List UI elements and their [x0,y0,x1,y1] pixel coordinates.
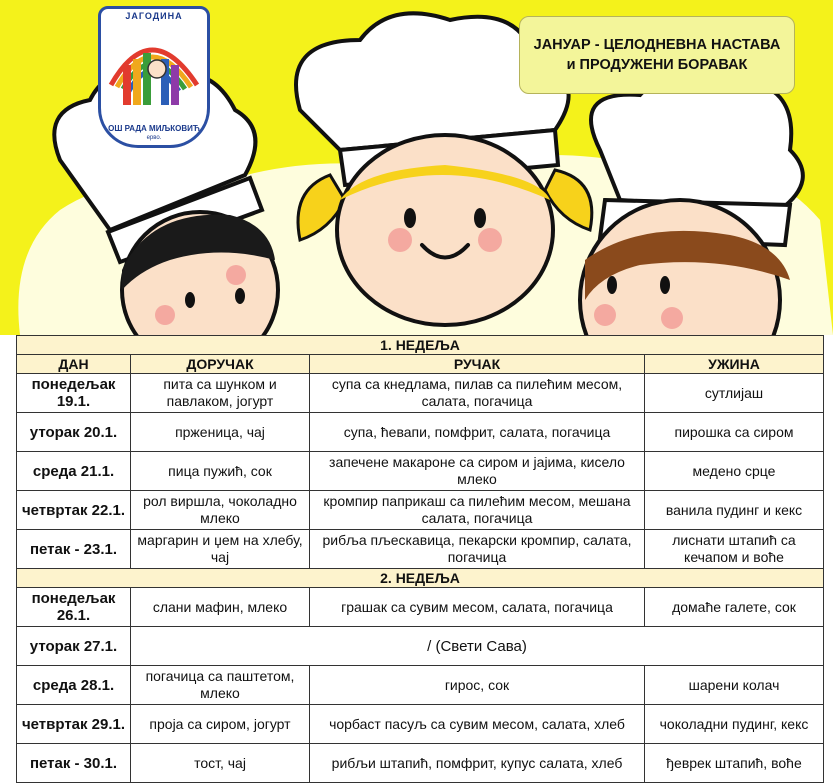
week-label: 1. НЕДЕЉА [17,336,824,355]
day-cell: уторак 20.1. [17,413,131,452]
table-row [17,374,824,413]
page-title: ЈАНУАР - ЦЕЛОДНЕВНА НАСТАВА и ПРОДУЖЕНИ БОРАВАК [519,16,795,94]
lunch-cell: гирос, сок [310,666,645,705]
holiday-cell: / (Свети Сава) [131,627,824,666]
table-row [17,744,824,783]
day-cell: понедељак 19.1. [17,374,131,413]
header-banner [0,0,833,335]
logo-sub-text: ерво. [146,135,162,141]
column-header-lunch: РУЧАК [310,355,645,374]
snack-cell: домаће галете, сок [645,588,824,627]
breakfast-cell: погачица са паштетом, млеко [131,666,310,705]
table-row [17,588,824,627]
column-header-breakfast: ДОРУЧАК [131,355,310,374]
table-row [17,666,824,705]
snack-cell: пирошка са сиром [645,413,824,452]
table-row [17,491,824,530]
snack-cell: сутлијаш [645,374,824,413]
lunch-cell: рибљи штапић, помфрит, купус салата, хлеб [310,744,645,783]
table-row [17,452,824,491]
table-row [17,530,824,569]
lunch-cell: запечене макароне са сиром и јајима, кисело млеко [310,452,645,491]
table-row [17,413,824,452]
column-header-snack: УЖИНА [645,355,824,374]
column-header-row [17,355,824,374]
pencils-icon [101,25,207,115]
day-cell: петак - 23.1. [17,530,131,569]
day-cell: петак - 30.1. [17,744,131,783]
day-cell: понедељак 26.1. [17,588,131,627]
school-logo [98,6,210,148]
day-cell: среда 28.1. [17,666,131,705]
lunch-cell: супа са кнедлама, пилав са пилећим месом, салата, погачица [310,374,645,413]
logo-bottom-text: ОШ РАДА МИЉКОВИЋ [108,124,200,133]
snack-cell: чоколадни пудинг, кекс [645,705,824,744]
logo-top-text: ЈАГОДИНА [125,11,183,21]
breakfast-cell: рол виршла, чоколадно млеко [131,491,310,530]
day-cell: четвртак 22.1. [17,491,131,530]
column-header-day: ДАН [17,355,131,374]
lunch-cell: рибља пљескавица, пекарски кромпир, салата, погачица [310,530,645,569]
table-row [17,705,824,744]
snack-cell: шарени колач [645,666,824,705]
lunch-cell: грашак са сувим месом, салата, погачица [310,588,645,627]
day-cell: среда 21.1. [17,452,131,491]
menu-table [16,335,824,783]
lunch-cell: кромпир паприкаш са пилећим месом, мешана салата, погачица [310,491,645,530]
breakfast-cell: маргарин и џем на хлебу, чај [131,530,310,569]
snack-cell: ванила пудинг и кекс [645,491,824,530]
breakfast-cell: проја са сиром, јогурт [131,705,310,744]
week-header-row [17,569,824,588]
breakfast-cell: тост, чај [131,744,310,783]
day-cell: четвртак 29.1. [17,705,131,744]
breakfast-cell: пица пужић, сок [131,452,310,491]
week-label: 2. НЕДЕЉА [17,569,824,588]
lunch-cell: супа, ћевапи, помфрит, салата, погачица [310,413,645,452]
breakfast-cell: прженица, чај [131,413,310,452]
snack-cell: медено срце [645,452,824,491]
week-header-row [17,336,824,355]
snack-cell: ђеврек штапић, воће [645,744,824,783]
snack-cell: лиснати штапић са кечапом и воће [645,530,824,569]
boy-right-illustration [580,73,803,335]
breakfast-cell: пита са шунком и павлаком, јогурт [131,374,310,413]
breakfast-cell: слани мафин, млеко [131,588,310,627]
table-row [17,627,824,666]
lunch-cell: чорбаст пасуљ са сувим месом, салата, хлеб [310,705,645,744]
day-cell: уторак 27.1. [17,627,131,666]
